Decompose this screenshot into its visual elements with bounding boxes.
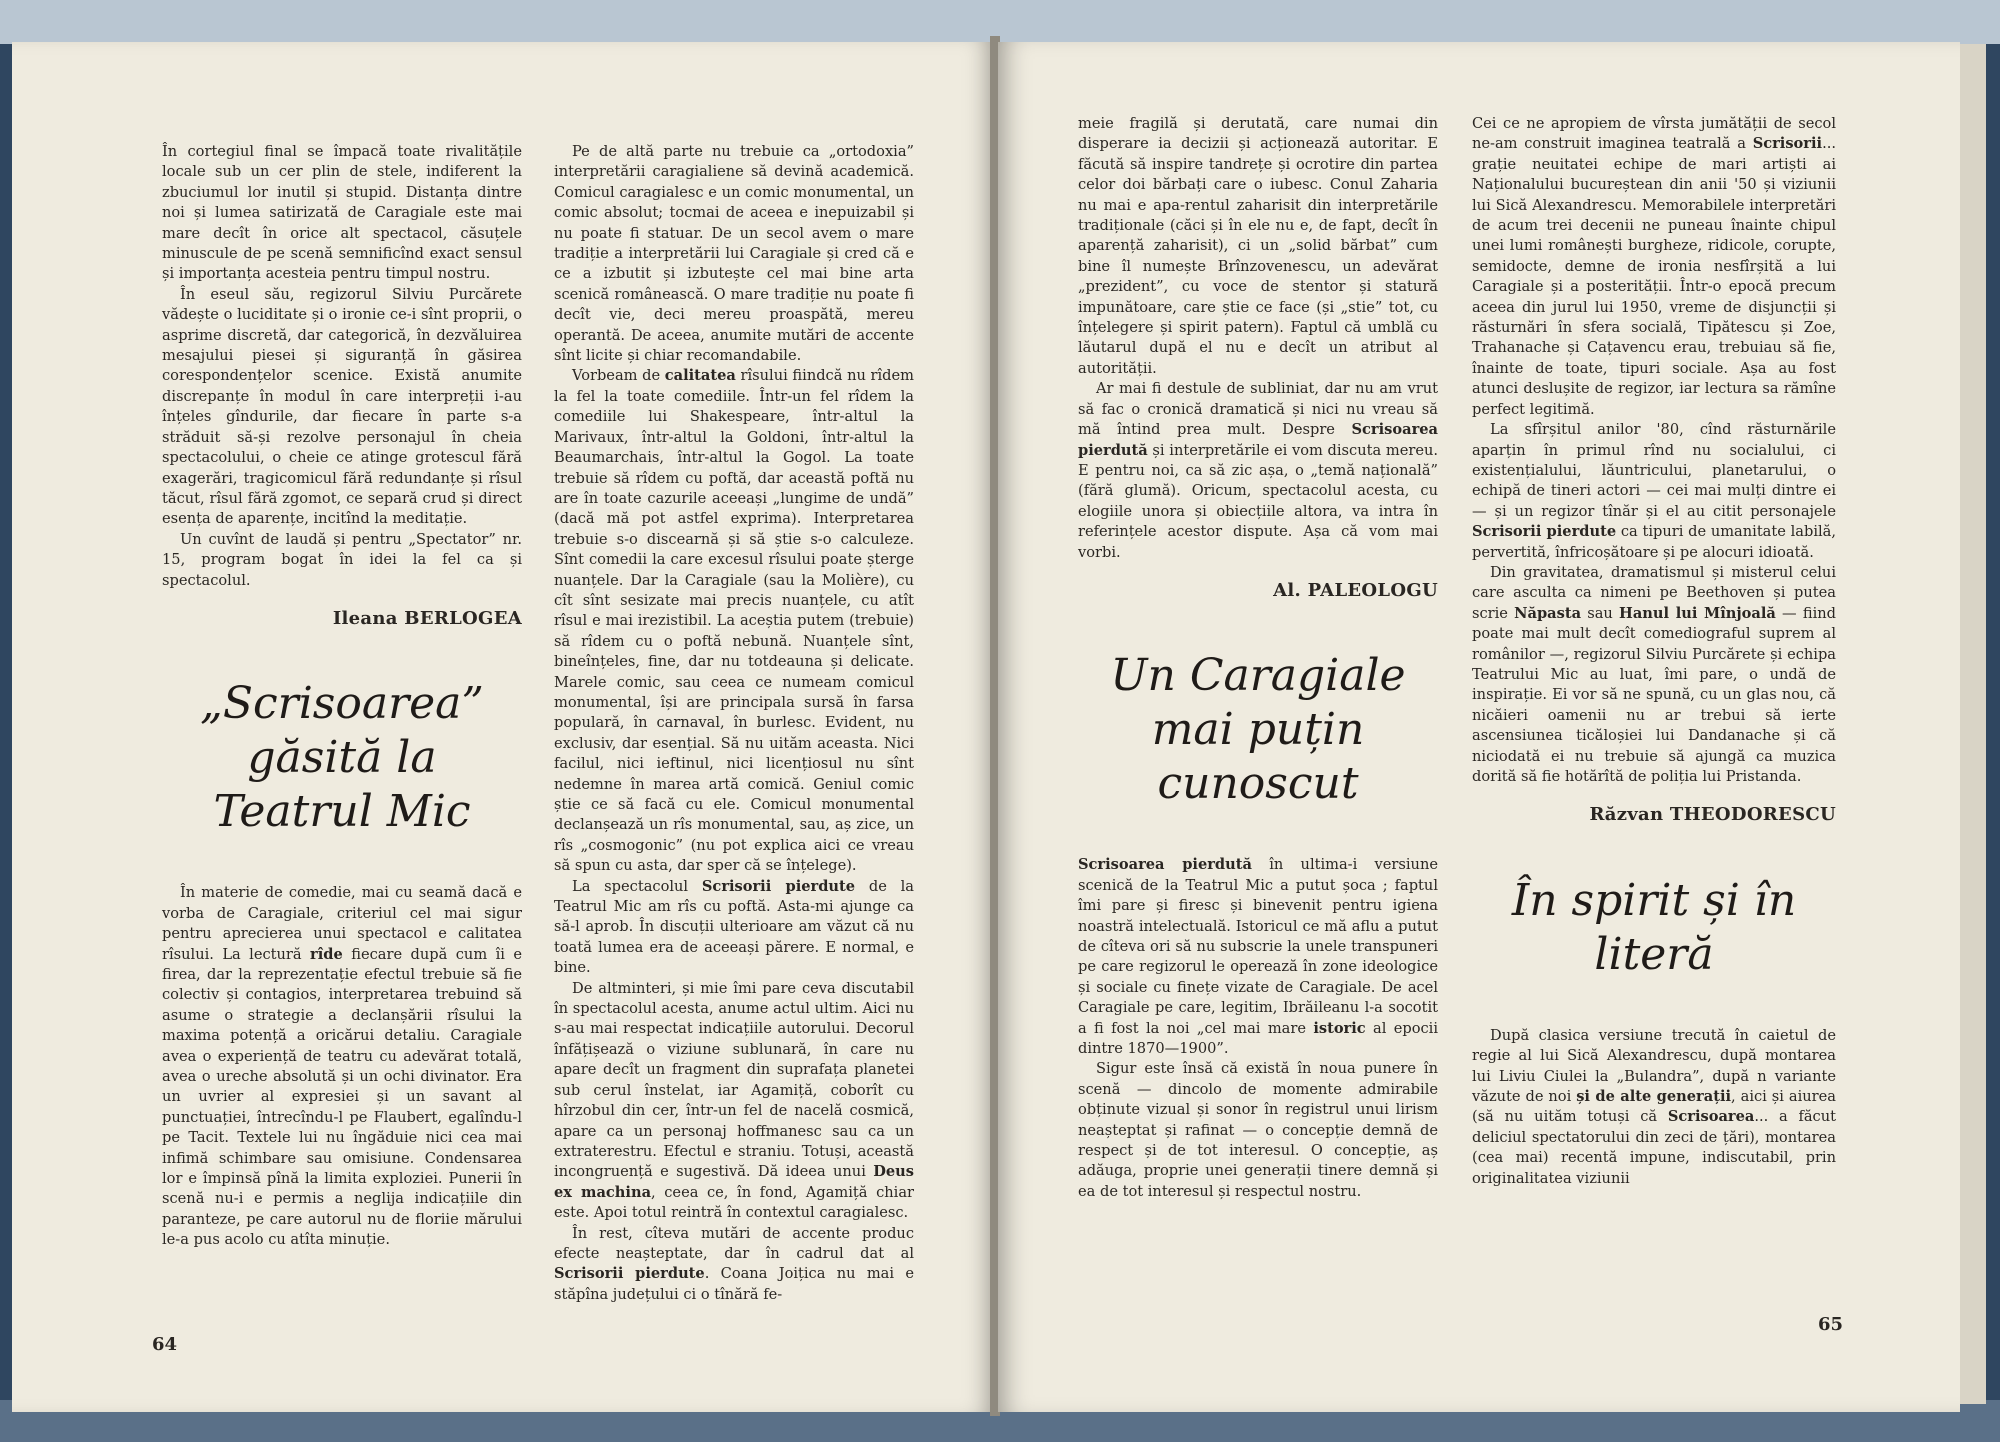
paragraph: Sigur este însă că există în noua punere în scenă — dincolo de momente admirabile obținute vizual și sonor în registrul unui lirism neașteptat și rafinat — o concepție demnă de respect și de tot interesul. O concepție, aș adăuga, proprie unei generații tinere demnă și ea de tot interesul și respectul nostru. [1078, 1060, 1438, 1200]
text-run: , ceea ce, în fond, Agamiță chiar este. Apoi totul reintră în contextul caragialesc. [554, 1183, 914, 1222]
page-number: 65 [1818, 1314, 1844, 1335]
author-signature: Ileana BERLOGEA [332, 607, 522, 629]
text-run: În rest, cîteva mutări de accente produc efecte neașteptate, dar în cadrul dat al [554, 1224, 914, 1262]
paragraph [1472, 114, 1836, 420]
page-number: 64 [152, 1334, 178, 1355]
emphasis: Deus ex machina [554, 1163, 914, 1201]
emphasis: Năpasta [1514, 604, 1582, 622]
text-run: — fiind poate mai mult decît comediograful suprem al românilor —, regizorul Silviu Purcărete și echipa Teatrului Mic au luat, îmi pare, o undă de inspirație. Ei vor să ne spună, cu un glas nou, că nicăieri oamenii nu ar trebui să ierte ascensiunea ticăloșiei lui Dandanache și că niciodată ei nu trebuie să ajungă ca muzica dorită să fie hotărîtă de poliția lui Pristanda. [1472, 604, 1836, 785]
text-run: ... a făcut deliciul spectatorului din zeci de țări), montarea (cea mai) recentă impune, indiscutabil, prin originalitatea viziunii [1472, 1108, 1836, 1187]
text-run: rîsului fiindcă nu rîdem la fel la toate comediile. Într-un fel rîdem la comediile lui Shakespeare, într-altul la Marivaux, într-altul la Goldoni, într-altul la Beaumarchais, într-altul la Gogol. La toate trebuie să rîdem cu poftă, dar această poftă nu are în toate cazurile aceeași „lungime de undă” (dacă mă pot astfel exprima). Interpretarea trebuie s-o discearnă și să știe s-o calculeze. Sînt comedii la care excesul rîsului poate șterge nuanțele. Dar la Caragiale (sau la Molière), cu cît sînt sesizate mai precis nuanțele, cu atît rîsul e mai irezistibil. La aceștia putem (trebuie) să rîdem cu o poftă nebună. Nuanțele sînt, bineînțeles, fine, dar nu totdeauna și delicate. Marele comic, sau ceea ce numeam comicul monumental, își are principala sursă în farsa populară, în carnaval, în burlesc. Evident, nu exclusiv, dar esențial. Să nu uităm aceasta. Nici facilul, nici ieftinul, nici licențiosul nu sînt nedemne în marea artă comică. Geniul comic știe ce să facă cu ele. Comicul monumental declanșează un rîs monumental, sau, aș zice, un rîs „cosmogonic” (nu pot explica aici ce vreau să spun cu asta, dar sper că se înțelege). [554, 367, 914, 875]
paragraph [554, 877, 914, 979]
left-column-1 [162, 142, 522, 1251]
article-title: Un Caragiale mai puțin cunoscut [1110, 650, 1406, 810]
text-run: Vorbeam de [572, 367, 665, 385]
right-page [998, 42, 1960, 1412]
text-run: În materie de comedie, mai cu seamă dacă e vorba de Caragiale, criteriul cel mai sigur pentru aprecierea unui spectacol e calitatea rîsului. La lectură [162, 884, 522, 963]
paragraph: meie fragilă și derutată, care numai din disperare ia decizii și acționează autoritar. E făcută să inspire tandrețe și ocrotire din partea celor doi bărbați care o iubesc. Conul Zaharia nu mai e apa-rentul zaharisit din interpretările tradiționale (căci și în ele nu e, de fapt, decît în aparență zaharisit), ci un „solid bărbat” cum bine îl numește Brînzovenescu, un adevărat „prezident”, cu voce de stentor și statură impunătoare, care știe ce face (și „stie” tot, cu înțelegere și spirit patern). Faptul că umblă cu lăutarul după el nu e decît un atribut al autorității. [1078, 115, 1438, 377]
text-run: de la Teatrul Mic am rîs cu poftă. Asta-mi ajunge ca să-l aprob. În discuții ulterioare am văzut că nu toată lumea era de aceeași părere. E normal, e bine. [554, 877, 915, 977]
paragraph: Pe de altă parte nu trebuie ca „ortodoxia” interpretării caragialiene să devină academică. Comicul caragialesc e un comic monumental, un comic absolut; tocmai de aceea e inepuizabil și nu poate fi statuar. De un secol avem o mare tradiție a interpretării lui Caragiale și cred că e ce a izbutit și izbutește cel mai bine arta scenică românească. O mare tradiție nu poate fi decît vie, deci mereu proaspătă, mereu operantă. De aceea, anumite mutări de accente sînt licite și chiar recomandabile. [554, 143, 914, 365]
text-run: De altminteri, și mie îmi pare ceva discutabil în spectacolul acesta, anume actul ultim. Aici nu s-au mai respectat indicațiile autorului. Decorul înfățișează o viziune sublunară, în care nu apare decît un fragment din suprafața planetei sub cerul înstelat, iar Agamiță, coborît cu hîrzobul din cer, într-un fel de nacelă cosmică, apare ca un personaj hoffmanesc sau ca un extraterestru. Efectul e straniu. Totuși, această incongruență e sugestivă. Dă ideea unui [554, 979, 914, 1181]
book-cover-top [0, 0, 2000, 44]
text-run: . Coana Joițica nu mai e stăpîna județului ci o tînără fe- [554, 1265, 914, 1303]
text-run: , aici și aiurea (să nu uităm totuși că [1472, 1088, 1836, 1126]
text-run: și interpretările ei vom discuta mereu. E pentru noi, ca să zic așa, o „temă națională” (fără glumă). Oricum, spectacolul acesta, cu elogiile unora și obiecțiile altora, va intra în referințele acestor dispute. Așa că vom mai vorbi. [1078, 441, 1438, 561]
emphasis: Scrisorii pierdute [701, 877, 856, 895]
text-run: La spectacolul [572, 877, 702, 895]
text-run: ca tipuri de umanitate labilă, pervertită, înfricoșătoare și pe alocuri idioată. [1472, 523, 1837, 561]
text-run: Din gravitatea, dramatismul și misterul celui care asculta ca nimeni pe Beethoven și putea scrie [1472, 563, 1836, 622]
emphasis: și de alte generații [1576, 1088, 1732, 1106]
text-run: La sfîrșitul anilor '80, cînd răsturnările aparțin în primul rînd nu socialului, ci existențialului, lăuntricului, planetarului, o echipă de tineri actori — cei mai mulți dintre ei — și un regizor tînăr și el au citit personajele [1472, 421, 1836, 520]
paragraph [554, 979, 914, 1224]
text-run: Ar mai fi destule de subliniat, dar nu am vrut să fac o cronică dramatică și nici nu vreau să mă întind prea mult. Despre [1078, 380, 1438, 439]
author-signature: Al. PALEOLOGU [1273, 579, 1438, 601]
paragraph [1472, 1026, 1836, 1189]
emphasis: Scrisorii pierdute [1472, 523, 1617, 541]
emphasis: calitatea [664, 367, 736, 385]
text-run: în ultima-i versiune scenică de la Teatrul Mic a putut șoca ; faptul îmi pare și firesc și binevenit pentru igiena noastră intelectuală. Istoricul ce mă aflu a putut de cîteva ori să nu subscrie la unele transpuneri pe care regizorul le operează în zone ideologice și sociale cu finețe vizate de Caragiale. De acel Caragiale pe care, legitim, Ibrăileanu l-a socotit a fi fost la noi „cel mai mare [1078, 856, 1438, 1037]
article-title: „Scrisoarea” găsită la Teatrul Mic [200, 678, 484, 838]
text-run: fiecare după cum îi e firea, dar la reprezentație efectul trebuie să fie colectiv și contagios, interpretarea trebuind să asume o strategie a declanșării rîsului la maxima potență a oricărui detaliu. Caragiale avea o experiență de teatru cu adevărat totală, avea o ureche absolută și un ochi divinator. Era un uvrier al expresiei și un savant al punctuației, întrecîndu-l pe Flaubert, egalîndu-l pe Tacit. Textele lui nu îngăduie nici cea mai infimă schimbare sau omisiune. Condensarea lor e împinsă pînă la limita exploziei. Punerii în scenă nu-i e permis a neglija indicațiile din paranteze, pe care autorul nu de floriie mărului le-a pus acolo cu atîta minuție. [162, 945, 523, 1249]
paragraph: În cortegiul final se împacă toate rivalitățile locale sub un cer plin de stele, indiferent la zbuciumul lor inutil și stupid. Distanța dintre noi și lumea satirizată de Caragiale este mai mare decît în orice alt spectacol, căsuțele minuscule de pe scenă semnificînd exact sensul și importanța acesteia pentru timpul nostru. [162, 143, 522, 283]
emphasis: Scrisoarea [1667, 1108, 1755, 1126]
paragraph [162, 883, 522, 1250]
emphasis: Scrisorii [1752, 135, 1823, 153]
page-edge [1960, 44, 1986, 1404]
emphasis: Scrisorii pierdute [554, 1265, 705, 1283]
emphasis: Scrisoarea pierdută [1078, 421, 1438, 459]
right-column-1 [1078, 114, 1438, 1202]
paragraph [1078, 379, 1438, 563]
paragraph: În eseul său, regizorul Silviu Purcărete vădește o luciditate și o ironie ce-i sînt proprii, o asprime discretă, dar categorică, în dezvăluirea mesajului piesei și siguranță în găsirea corespondențelor scenice. Există anumite discrepanțe în modul în care interpreții i-au înțeles gîndurile, dar fiecare în parte s-a străduit să-și rezolve personajul în cheia spectacolului, o cheie ce atinge grotescul fără exagerări, tragicomicul fără redundanțe și rîsul tăcut, rîsul fără zgomot, ce separă crud și direct esența de aparențe, incitînd la meditație. [162, 285, 522, 528]
paragraph [1472, 420, 1836, 563]
text-run: sau [1581, 604, 1620, 622]
left-page [12, 42, 992, 1412]
emphasis: Scrisoarea pierdută [1078, 856, 1252, 874]
text-run: al epocii dintre 1870—1900”. [1078, 1019, 1438, 1057]
emphasis: rîde [310, 945, 343, 963]
text-run: După clasica versiune trecută în caietul de regie al lui Sică Alexandrescu, după montarea lui Liviu Ciulei la „Bulandra”, după n variante văzute de noi [1472, 1026, 1836, 1106]
right-column-2 [1472, 114, 1836, 1189]
left-column-2 [554, 142, 914, 1305]
paragraph [1472, 563, 1836, 787]
paragraph: Un cuvînt de laudă și pentru „Spectator” nr. 15, program bogat în idei la fel ca și spectacolul. [162, 530, 522, 589]
paragraph [554, 366, 914, 876]
author-signature: Răzvan THEODORESCU [1589, 804, 1836, 826]
emphasis: istoric [1313, 1019, 1366, 1037]
paragraph [554, 1224, 914, 1306]
paragraph [1078, 855, 1438, 1059]
text-run: Cei ce ne apropiem de vîrsta jumătății de secol ne-am construit imaginea teatrală a [1472, 115, 1836, 153]
article-title: În spirit și în literă [1511, 874, 1797, 980]
emphasis: Hanul lui Mînjoală [1619, 604, 1776, 622]
text-run: ... grație neuitatei echipe de mari artiști ai Naționalului bucureștean din anii '50 și viziunii lui Sică Alexandrescu. Memorabilele interpretări de acum trei decenii ne puneau înainte chipul unei lumi românești burgheze, ridicole, corupte, semidocte, demne de ironia nesfîrșită a lui Caragiale și a posterității. Într-o epocă precum aceea din jurul lui 1950, vreme de disjuncții și răsturnări în sfera socială, Tipătescu și Zoe, Trahanache și Cațavencu erau, trebuiau să fie, înainte de toate, tipuri sociale. Așa au fost atunci deslușite de regizor, iar lectura sa rămîne perfect legitimă. [1472, 135, 1836, 418]
